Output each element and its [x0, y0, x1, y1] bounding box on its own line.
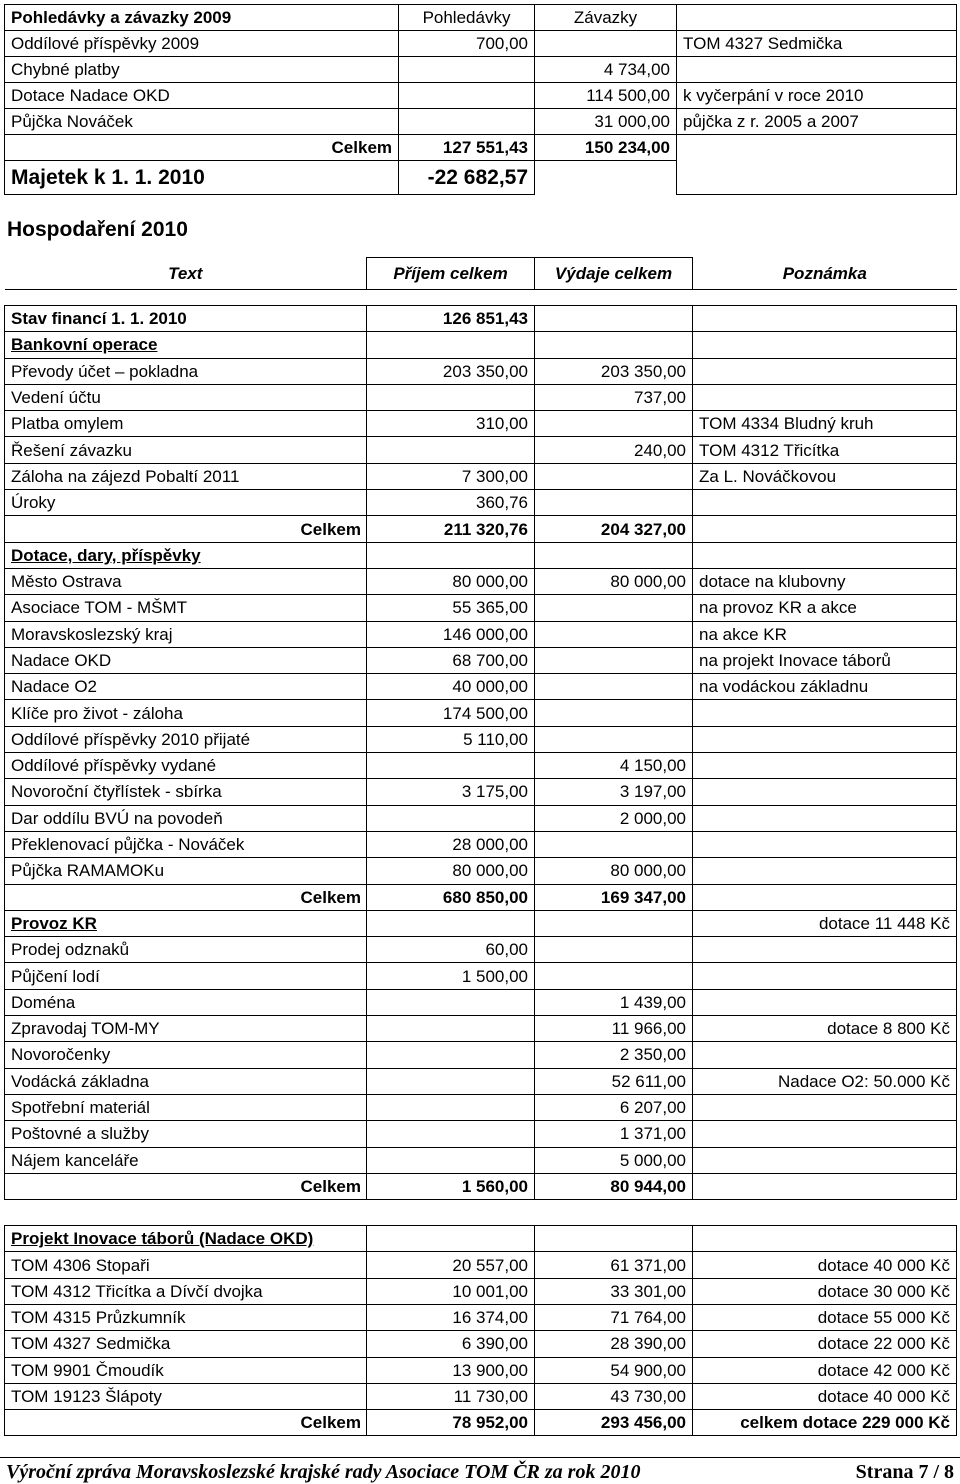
note [693, 963, 957, 989]
total-note [693, 884, 957, 910]
row-text: Půjčka RAMAMOKu [5, 858, 367, 884]
row-text: Úroky [5, 490, 367, 516]
total-label: Celkem [295, 135, 399, 161]
table-row [5, 674, 957, 700]
section-title-row [5, 910, 957, 936]
income-value [367, 805, 535, 831]
note: dotace 40 000 Kč [693, 1383, 957, 1409]
table-row [5, 621, 957, 647]
income-value: 68 700,00 [367, 647, 535, 673]
income-value: 13 900,00 [367, 1357, 535, 1383]
section-title: Provoz KR [5, 910, 367, 936]
row-text: TOM 4327 Sedmička [5, 1331, 367, 1357]
note [693, 1042, 957, 1068]
total-row [5, 1173, 957, 1199]
table-row [5, 989, 957, 1015]
total-label: Celkem [295, 884, 367, 910]
expense-value: 33 301,00 [535, 1278, 693, 1304]
note: dotace 11 448 Kč [693, 910, 957, 936]
income-value: 16 374,00 [367, 1304, 535, 1330]
row-text: Doména [5, 989, 367, 1015]
row-text: Nadace OKD [5, 647, 367, 673]
income-value [367, 1094, 535, 1120]
note [693, 831, 957, 857]
table-row: Oddílové příspěvky 2009 700,00 TOM 4327 Sedmička [5, 31, 957, 57]
income-value: 174 500,00 [367, 700, 535, 726]
expense-value: 2 000,00 [535, 805, 693, 831]
page-number: Strana 7 / 8 [855, 1461, 954, 1483]
row-text: Moravskoslezský kraj [5, 621, 367, 647]
income-value: 28 000,00 [367, 831, 535, 857]
table-row [5, 753, 957, 779]
row-text: Spotřební materiál [5, 1094, 367, 1120]
table-row [5, 595, 957, 621]
total-expenses: 204 327,00 [535, 516, 693, 542]
income-value: 40 000,00 [367, 674, 535, 700]
total-expenses: 80 944,00 [535, 1173, 693, 1199]
row-text: Dar oddílu BVÚ na povodeň [5, 805, 367, 831]
note: dotace 55 000 Kč [693, 1304, 957, 1330]
total-note [693, 1173, 957, 1199]
note: dotace 42 000 Kč [693, 1357, 957, 1383]
total-label: Celkem [295, 516, 367, 542]
balance-value: 126 851,43 [367, 306, 535, 332]
total-note: celkem dotace 229 000 Kč [693, 1410, 957, 1436]
expense-value [535, 700, 693, 726]
note: Nadace O2: 50.000 Kč [693, 1068, 957, 1094]
col-liabilities: Závazky [535, 5, 677, 31]
income-value: 20 557,00 [367, 1252, 535, 1278]
note [693, 490, 957, 516]
expense-value: 737,00 [535, 384, 693, 410]
note [693, 779, 957, 805]
section-title-row [5, 332, 957, 358]
table-row [5, 700, 957, 726]
income-value: 80 000,00 [367, 568, 535, 594]
expense-value: 4 150,00 [535, 753, 693, 779]
income-value: 80 000,00 [367, 858, 535, 884]
spacer-row [5, 1200, 957, 1226]
income-value: 310,00 [367, 411, 535, 437]
expense-value: 80 000,00 [535, 568, 693, 594]
table-row [5, 779, 957, 805]
note [693, 1121, 957, 1147]
table-row [5, 1121, 957, 1147]
row-text: Záloha na zájezd Pobaltí 2011 [5, 463, 367, 489]
income-value [367, 437, 535, 463]
total-label: Celkem [295, 1173, 367, 1199]
expense-value [535, 937, 693, 963]
expense-value [535, 963, 693, 989]
assets-label: Majetek k 1. 1. 2010 [5, 161, 399, 195]
note: na akce KR [693, 621, 957, 647]
balance-row [5, 306, 957, 332]
row-text: Poštovné a služby [5, 1121, 367, 1147]
note: Za L. Nováčkovou [693, 463, 957, 489]
table-row [5, 1331, 957, 1357]
table-row [5, 1304, 957, 1330]
expense-value [535, 674, 693, 700]
income-value [367, 1147, 535, 1173]
note: na projekt Inovace táborů [693, 647, 957, 673]
table-row [5, 568, 957, 594]
page-footer [0, 1457, 960, 1484]
total-income: 211 320,76 [367, 516, 535, 542]
total-label: Celkem [295, 1410, 367, 1436]
income-value: 55 365,00 [367, 595, 535, 621]
section-heading: Hospodaření 2010 [7, 218, 188, 241]
note: dotace 8 800 Kč [693, 1016, 957, 1042]
table-row [5, 1357, 957, 1383]
income-value: 7 300,00 [367, 463, 535, 489]
section-title-row [5, 542, 957, 568]
expense-value [535, 490, 693, 516]
note [693, 858, 957, 884]
expense-value: 52 611,00 [535, 1068, 693, 1094]
table-row [5, 963, 957, 989]
row-text: Město Ostrava [5, 568, 367, 594]
assets-value: -22 682,57 [399, 161, 535, 195]
income-value: 3 175,00 [367, 779, 535, 805]
note: TOM 4312 Třicítka [693, 437, 957, 463]
row-text: Platba omylem [5, 411, 367, 437]
receivables-table [4, 4, 957, 195]
footer-title: Výroční zpráva Moravskoslezské krajské rady Asociace TOM ČR za rok 2010 [6, 1461, 641, 1483]
col-expenses: Výdaje celkem [535, 258, 693, 290]
table-row: Chybné platby 4 734,00 [5, 57, 957, 83]
note [693, 753, 957, 779]
col-income: Příjem celkem [367, 258, 535, 290]
expense-value: 80 000,00 [535, 858, 693, 884]
income-value: 360,76 [367, 490, 535, 516]
section-title: Dotace, dary, příspěvky [5, 542, 367, 568]
expense-value: 61 371,00 [535, 1252, 693, 1278]
income-value: 60,00 [367, 937, 535, 963]
note: TOM 4334 Bludný kruh [693, 411, 957, 437]
table-row: Dotace Nadace OKD 114 500,00 k vyčerpání v roce 2010 [5, 83, 957, 109]
section-title-row [5, 1226, 957, 1252]
expense-value: 28 390,00 [535, 1331, 693, 1357]
table-row [5, 726, 957, 752]
income-value: 11 730,00 [367, 1383, 535, 1409]
note [693, 726, 957, 752]
row-text: Klíče pro život - záloha [5, 700, 367, 726]
section-title: Projekt Inovace táborů (Nadace OKD) [5, 1226, 367, 1252]
table-row [5, 358, 957, 384]
total-income: 1 560,00 [367, 1173, 535, 1199]
table-row [5, 647, 957, 673]
expense-value: 1 439,00 [535, 989, 693, 1015]
income-value: 10 001,00 [367, 1278, 535, 1304]
note [693, 384, 957, 410]
expense-value: 43 730,00 [535, 1383, 693, 1409]
expense-value [535, 647, 693, 673]
income-value [367, 384, 535, 410]
row-text: Prodej odznaků [5, 937, 367, 963]
note: dotace 22 000 Kč [693, 1331, 957, 1357]
income-value [367, 989, 535, 1015]
balance-label: Stav financí 1. 1. 2010 [5, 306, 367, 332]
note [693, 937, 957, 963]
row-text: Půjčení lodí [5, 963, 367, 989]
expense-value: 2 350,00 [535, 1042, 693, 1068]
table-row [5, 805, 957, 831]
row-text: Oddílové příspěvky vydané [5, 753, 367, 779]
expense-value: 6 207,00 [535, 1094, 693, 1120]
total-row [5, 1410, 957, 1436]
row-text: Překlenovací půjčka - Nováček [5, 831, 367, 857]
expense-value: 203 350,00 [535, 358, 693, 384]
row-text: Vedení účtu [5, 384, 367, 410]
expense-value [535, 831, 693, 857]
income-value: 1 500,00 [367, 963, 535, 989]
note: dotace 40 000 Kč [693, 1252, 957, 1278]
expense-value [535, 621, 693, 647]
income-value [367, 1016, 535, 1042]
total-income: 78 952,00 [367, 1410, 535, 1436]
note [693, 358, 957, 384]
col-receivables: Pohledávky [399, 5, 535, 31]
row-text: TOM 4315 Průzkumník [5, 1304, 367, 1330]
row-text: Nadace O2 [5, 674, 367, 700]
row-text: Novoroční čtyřlístek - sbírka [5, 779, 367, 805]
note: dotace na klubovny [693, 568, 957, 594]
total-expenses: 169 347,00 [535, 884, 693, 910]
table-row [5, 1383, 957, 1409]
total-note [693, 516, 957, 542]
note: dotace 30 000 Kč [693, 1278, 957, 1304]
table-row [5, 831, 957, 857]
table-row [5, 937, 957, 963]
table-row [5, 858, 957, 884]
table-row [5, 411, 957, 437]
income-value [367, 1068, 535, 1094]
row-text: TOM 4312 Třicítka a Dívčí dvojka [5, 1278, 367, 1304]
row-text: Řešení závazku [5, 437, 367, 463]
note: na vodáckou základnu [693, 674, 957, 700]
total-income: 680 850,00 [367, 884, 535, 910]
income-value: 6 390,00 [367, 1331, 535, 1357]
expense-value [535, 726, 693, 752]
income-value [367, 1042, 535, 1068]
table-row [5, 463, 957, 489]
income-value: 5 110,00 [367, 726, 535, 752]
note [693, 1147, 957, 1173]
finance-table [4, 257, 957, 1436]
table-row [5, 1042, 957, 1068]
expense-value: 5 000,00 [535, 1147, 693, 1173]
total-liabilities: 150 234,00 [535, 135, 677, 161]
row-text: Novoročenky [5, 1042, 367, 1068]
expense-value [535, 463, 693, 489]
table-row [5, 1278, 957, 1304]
row-text: Oddílové příspěvky 2010 přijaté [5, 726, 367, 752]
col-text: Text [5, 258, 367, 290]
note [693, 1094, 957, 1120]
table-row [5, 1016, 957, 1042]
receivables-title: Pohledávky a závazky 2009 [5, 5, 399, 31]
income-value: 203 350,00 [367, 358, 535, 384]
expense-value: 240,00 [535, 437, 693, 463]
expense-value: 11 966,00 [535, 1016, 693, 1042]
expense-value [535, 595, 693, 621]
row-text: TOM 9901 Čmoudík [5, 1357, 367, 1383]
total-row [5, 516, 957, 542]
table-row [5, 1094, 957, 1120]
table-row [5, 1252, 957, 1278]
row-text: TOM 4306 Stopaři [5, 1252, 367, 1278]
spacer-row [5, 290, 957, 306]
table-row [5, 490, 957, 516]
row-text: Převody účet – pokladna [5, 358, 367, 384]
income-value: 146 000,00 [367, 621, 535, 647]
expense-value [535, 411, 693, 437]
row-text: Nájem kanceláře [5, 1147, 367, 1173]
expense-value: 3 197,00 [535, 779, 693, 805]
income-value [367, 753, 535, 779]
table-row [5, 384, 957, 410]
expense-value: 54 900,00 [535, 1357, 693, 1383]
note: na provoz KR a akce [693, 595, 957, 621]
note [693, 805, 957, 831]
col-note: Poznámka [693, 258, 957, 290]
table-row [5, 437, 957, 463]
total-row [5, 135, 957, 161]
total-expenses: 293 456,00 [535, 1410, 693, 1436]
total-row [5, 884, 957, 910]
note [693, 989, 957, 1015]
assets-row [5, 161, 957, 195]
row-text: Asociace TOM - MŠMT [5, 595, 367, 621]
table-row [5, 1068, 957, 1094]
row-text: Zpravodaj TOM-MY [5, 1016, 367, 1042]
expense-value: 71 764,00 [535, 1304, 693, 1330]
section-title: Bankovní operace [5, 332, 367, 358]
income-value [367, 1121, 535, 1147]
table-row: Půjčka Nováček 31 000,00 půjčka z r. 2005 a 2007 [5, 109, 957, 135]
note [693, 700, 957, 726]
table-row [5, 1147, 957, 1173]
expense-value: 1 371,00 [535, 1121, 693, 1147]
header-row [5, 258, 957, 290]
row-text: TOM 19123 Šlápoty [5, 1383, 367, 1409]
total-receivables: 127 551,43 [399, 135, 535, 161]
row-text: Vodácká základna [5, 1068, 367, 1094]
